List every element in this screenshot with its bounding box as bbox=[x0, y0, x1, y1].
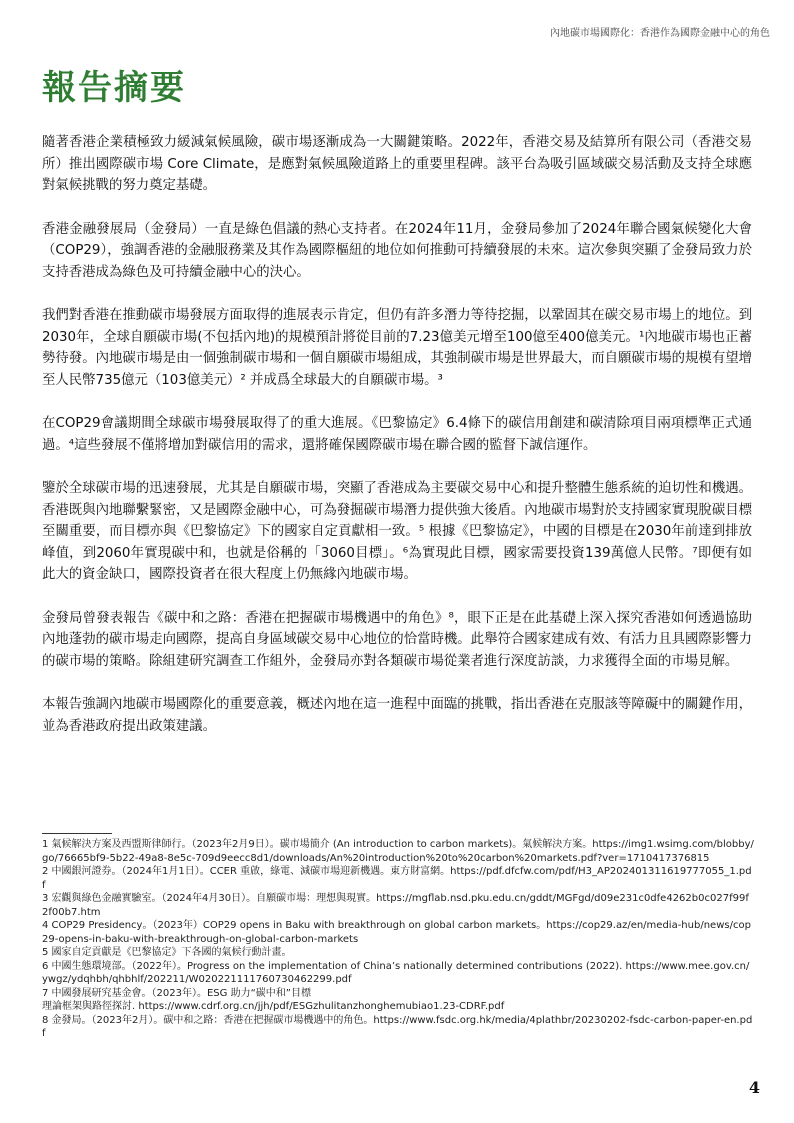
footnote-7-continued: 理論框架與路徑探討. https://www.cdrf.org.cn/jjh/pdf/ESGzhulitanzhonghemubiao1.23-CDRF.pdf bbox=[42, 1001, 505, 1012]
footnote-6: 6 中國生態環境部。（2022年）。Progress on the implementation of China’s nationally determined contributions (2022). https://www.mee.gov.cn/ywgz/ydqhbh/qhbhlf/202211/W020221111760730462299.pdf bbox=[42, 960, 750, 985]
paragraph-3: 我們對香港在推動碳市場發展方面取得的進展表示肯定，但仍有許多潛力等待挖掘，以鞏固其在碳交易市場上的地位。到2030年，全球自願碳市場(不包括內地)的規模預計將從目前的7.23億美元增至100億至400億美元。¹內地碳市場也正蓄勢待發。內地碳市場是由一個強制碳市場和一個自願碳市場組成，其強制碳市場是世界最大，而自願碳市場的規模有望增至人民幣735億元（103億美元）² 并成爲全球最大的自願碳市場。³ bbox=[42, 308, 752, 388]
footnote-7: 7 中國發展研究基金會。（2023年）。ESG 助力“碳中和”目標 bbox=[42, 987, 311, 999]
page-number: 4 bbox=[748, 1078, 760, 1097]
footnote-1: 1 氣候解決方案及西盟斯律師行。（2023年2月9日）。碳市場簡介 (An introduction to carbon markets)。氣候解決方案。https://img1.wsimg.com/blobby/go/76665bf9-5b22-49a8-8e5c-709d9eecc8d1/downloads/An%20introduction%20to%20carbon%20markets.pdf?ver=1710417376815 bbox=[42, 839, 754, 864]
footnote-5: 5 國家自定貢獻是《巴黎協定》下各國的氣候行動計畫。 bbox=[42, 947, 292, 958]
running-header: 內地碳市場國際化：香港作為國際金融中心的角色 bbox=[550, 28, 770, 39]
footnote-8: 8 金發局。（2023年2月）。碳中和之路：香港在把握碳市場機遇中的角色。https://www.fsdc.org.hk/media/4plathbr/20230202-fsdc-carbon-paper-en.pdf bbox=[42, 1014, 753, 1039]
paragraph-5: 鑒於全球碳市場的迅速發展，尤其是自願碳市場，突顯了香港成為主要碳交易中心和提升整體生態系統的迫切性和機遇。香港既與內地聯繫緊密，又是國際金融中心，可為發掘碳市場潛力提供強大後盾。內地碳市場對於支持國家實現脫碳目標至關重要，而目標亦與《巴黎協定》下的國家自定貢獻相一致。⁵ 根據《巴黎協定》，中國的目標是在2030年前達到排放峰值，到2060年實現碳中和，也就是俗稱的「3060目標」。⁶為實現此目標，國家需要投資139萬億人民幣。⁷即便有如此大的資金缺口，國際投資者在很大程度上仍無緣內地碳市場。 bbox=[42, 481, 752, 582]
paragraph-4: 在COP29會議期間全球碳市場發展取得了的重大進展。《巴黎協定》6.4條下的碳信用創建和碳清除項目兩項標準正式通過。⁴這些發展不僅將增加對碳信用的需求，還將確保國際碳市場在聯合國的監督下誠信運作。 bbox=[42, 416, 752, 453]
footnote-4: 4 COP29 Presidency。（2023年）COP29 opens in Baku with breakthrough on global carbon markets。https://cop29.az/en/media-hub/news/cop29-opens-in-baku-with-breakthrough-on-global-carbon-markets bbox=[42, 920, 751, 945]
footnote-divider bbox=[42, 833, 112, 834]
page-title: 報告摘要 bbox=[42, 68, 186, 108]
footnote-2: 2 中國銀河證券。（2024年1月1日）。CCER 重啟，綠電、減碳市場迎新機遇。東方財富網。https://pdf.dfcfw.com/pdf/H3_AP202401311619777055_1.pdf bbox=[42, 866, 752, 891]
paragraph-1: 隨著香港企業積極致力緩減氣候風險，碳市場逐漸成為一大關鍵策略。2022年，香港交易及結算所有限公司（香港交易所）推出國際碳市場 Core Climate，是應對氣候風險道路上的重要里程碑。該平台為吸引區域碳交易活動及支持全球應對氣候挑戰的努力奠定基礎。 bbox=[42, 135, 752, 193]
footnote-3: 3 宏觀與綠色金融實驗室。（2024年4月30日）。自願碳市場：理想與現實。https://mgflab.nsd.pku.edu.cn/gddt/MGFgd/d09e231c0dfe4262b0c027f99f2f00b7.htm bbox=[42, 893, 749, 918]
paragraph-7: 本報告強調內地碳市場國際化的重要意義，概述內地在這一進程中面臨的挑戰，指出香港在克服該等障礙中的關鍵作用，並為香港政府提出政策建議。 bbox=[42, 697, 752, 734]
footnotes bbox=[42, 838, 754, 1041]
body-text bbox=[42, 132, 752, 759]
paragraph-6: 金發局曾發表報告《碳中和之路：香港在把握碳市場機遇中的角色》⁸，眼下正是在此基礎上深入探究香港如何透過協助內地蓬勃的碳市場走向國際，提高自身區域碳交易中心地位的恰當時機。此舉符合國家建成有效、有活力且具國際影響力的碳市場的策略。除組建研究調查工作組外，金發局亦對各類碳市場從業者進行深度訪談，力求獲得全面的市場見解。 bbox=[42, 610, 752, 669]
paragraph-2: 香港金融發展局（金發局）一直是綠色倡議的熱心支持者。在2024年11月，金發局參加了2024年聯合國氣候變化大會（COP29），強調香港的金融服務業及其作為國際樞紐的地位如何推動可持續發展的未來。這次參與突顯了金發局致力於支持香港成為綠色及可持續金融中心的決心。 bbox=[42, 221, 752, 280]
